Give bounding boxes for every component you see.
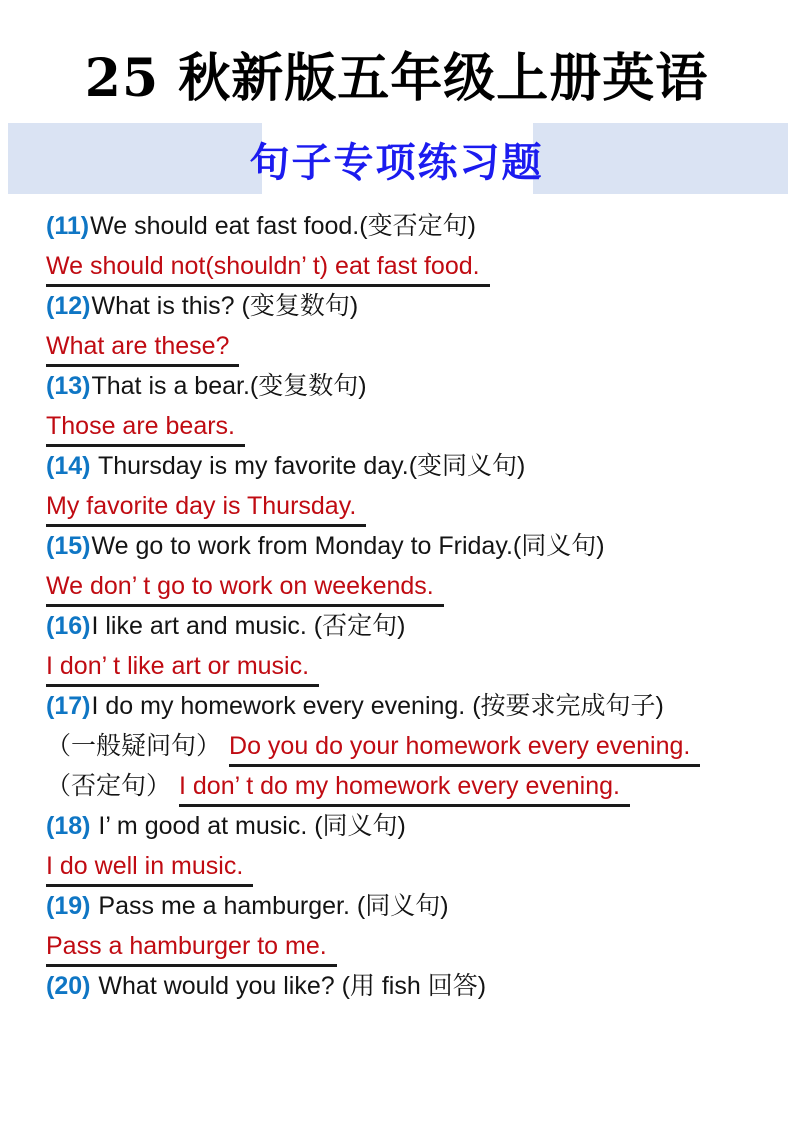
answer-text: Pass a hamburger to me. bbox=[46, 929, 337, 967]
answer-text: I don’ t like art or music. bbox=[46, 649, 319, 687]
exercise-answer bbox=[46, 246, 793, 286]
exercise-question bbox=[46, 286, 793, 326]
exercise-question bbox=[46, 526, 793, 566]
subtitle-band bbox=[0, 123, 793, 194]
exercise-answer bbox=[46, 406, 793, 446]
question-text: We go to work from Monday to Friday.(同义句) bbox=[91, 532, 605, 561]
exercise-question bbox=[46, 886, 793, 926]
question-text: I’ m good at music. (同义句) bbox=[91, 812, 406, 841]
answer-label: （一般疑问句） bbox=[46, 732, 222, 761]
answer-text: Those are bears. bbox=[46, 409, 245, 447]
exercise-number: (17) bbox=[46, 692, 91, 721]
exercise-number: (13) bbox=[46, 372, 91, 401]
exercise-number: (14) bbox=[46, 452, 91, 481]
question-text: What is this? (变复数句) bbox=[91, 292, 359, 321]
question-text: I do my homework every evening. (按要求完成句子) bbox=[91, 692, 664, 721]
exercise-answer bbox=[46, 326, 793, 366]
question-text: Thursday is my favorite day.(变同义句) bbox=[91, 452, 526, 481]
exercise-number: (15) bbox=[46, 532, 91, 561]
answer-text: I do well in music. bbox=[46, 849, 253, 887]
exercise-question bbox=[46, 446, 793, 486]
exercise-question bbox=[46, 606, 793, 646]
question-text: What would you like? (用 fish 回答) bbox=[91, 972, 487, 1001]
exercise-answer bbox=[46, 846, 793, 886]
answer-text: What are these? bbox=[46, 329, 239, 367]
exercise-question bbox=[46, 686, 793, 726]
answer-text: We don’ t go to work on weekends. bbox=[46, 569, 444, 607]
answer-text: Do you do your homework every evening. bbox=[229, 729, 700, 767]
exercise-number: (11) bbox=[46, 212, 90, 241]
exercise-question bbox=[46, 966, 793, 1006]
exercise-number: (19) bbox=[46, 892, 91, 921]
exercise-answer bbox=[46, 646, 793, 686]
exercise-number: (20) bbox=[46, 972, 91, 1001]
question-text: Pass me a hamburger. (同义句) bbox=[91, 892, 449, 921]
answer-label: （否定句） bbox=[46, 772, 172, 801]
exercise-question bbox=[46, 206, 793, 246]
exercise-question bbox=[46, 366, 793, 406]
exercise-list bbox=[46, 206, 793, 1006]
exercise-answer bbox=[46, 726, 793, 766]
page-subtitle: 句子专项练习题 bbox=[249, 139, 544, 187]
exercise-answer bbox=[46, 566, 793, 606]
exercise-question bbox=[46, 806, 793, 846]
page-title: 25 秋新版五年级上册英语 bbox=[84, 48, 709, 109]
answer-text: My favorite day is Thursday. bbox=[46, 489, 366, 527]
exercise-answer bbox=[46, 926, 793, 966]
question-text: We should eat fast food.(变否定句) bbox=[90, 212, 476, 241]
exercise-number: (16) bbox=[46, 612, 91, 641]
exercise-number: (12) bbox=[46, 292, 91, 321]
exercise-answer bbox=[46, 486, 793, 526]
exercise-answer bbox=[46, 766, 793, 806]
answer-text: I don’ t do my homework every evening. bbox=[179, 769, 630, 807]
answer-text: We should not(shouldn’ t) eat fast food. bbox=[46, 249, 490, 287]
question-text: I like art and music. (否定句) bbox=[91, 612, 406, 641]
exercise-number: (18) bbox=[46, 812, 91, 841]
question-text: That is a bear.(变复数句) bbox=[91, 372, 367, 401]
